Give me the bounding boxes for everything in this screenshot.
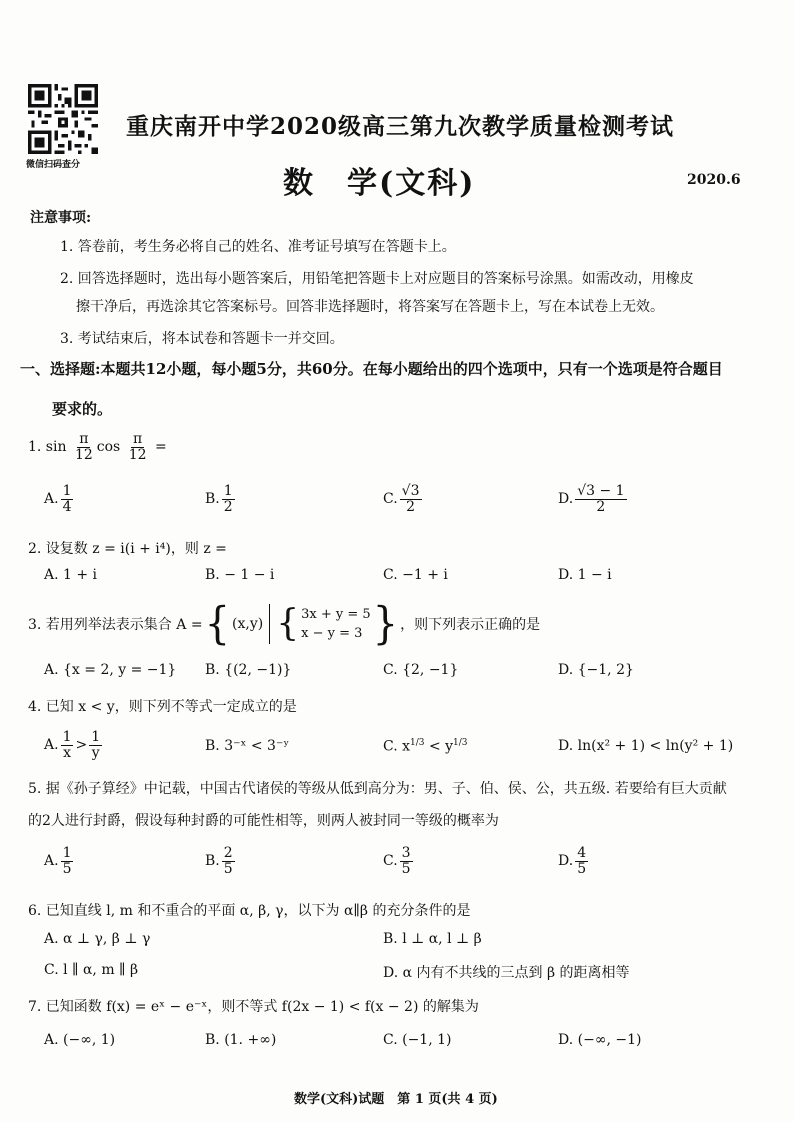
q5-d-num: 4 <box>577 845 587 861</box>
q5-c-num: 3 <box>401 845 411 861</box>
question-6: 6. 已知直线 l, m 和不重合的平面 α, β, γ，以下为 α∥β 的充分条件的是 <box>28 903 471 919</box>
q3-prefix: 3. 若用列举法表示集合 A = <box>28 617 203 633</box>
q1-fraction-1 <box>73 432 95 462</box>
q5-option-d <box>558 846 590 876</box>
q1-a-fraction <box>61 484 74 514</box>
q4-option-d: D. ln(x² + 1) < ln(y² + 1) <box>558 738 734 754</box>
q1-num1: π <box>79 431 89 447</box>
q1-d-den: 2 <box>596 498 606 515</box>
qr-code-image <box>28 84 98 154</box>
q5-b-label: B. <box>205 853 220 870</box>
q5-b-fraction <box>222 846 235 876</box>
school-title: 重庆南开中学2020级高三第九次教学质量检测考试 <box>126 113 675 140</box>
q1-option-b <box>205 484 237 514</box>
q3-suffix: ，则下列表示正确的是 <box>400 617 541 633</box>
q4-a-fraction-1 <box>61 730 74 760</box>
q5-a-num: 1 <box>62 845 72 861</box>
q1-option-c <box>383 484 424 514</box>
q4-option-a <box>44 730 104 760</box>
q4-a-num2: 1 <box>91 729 101 745</box>
question-4: 4. 已知 x < y，则下列不等式一定成立的是 <box>28 699 297 715</box>
q5-d-fraction <box>575 846 588 876</box>
q7-option-a: A. (−∞, 1) <box>44 1032 116 1048</box>
q3-option-a: A. {x = 2, y = −1} <box>44 662 177 678</box>
notice-heading: 注意事项: <box>30 210 92 226</box>
q7-option-b: B. (1. +∞) <box>205 1032 277 1048</box>
q7-option-d: D. (−∞, −1) <box>558 1032 642 1048</box>
question-7: 7. 已知函数 f(x) = eˣ − e⁻ˣ，则不等式 f(2x − 1) < f(x − 2) 的解集为 <box>28 999 479 1015</box>
qr-caption: 微信扫码查分 <box>26 160 81 170</box>
q6-option-b: B. l ⊥ α, l ⊥ β <box>383 931 482 947</box>
q3-option-b: B. {(2, −1)} <box>205 662 292 678</box>
section-heading-cont: 要求的。 <box>52 400 113 418</box>
question-3 <box>28 598 540 650</box>
page-footer: 数学(文科)试题 第 1 页(共 4 页) <box>294 1092 498 1107</box>
q1-mid: cos <box>96 439 121 456</box>
q4-a-den1: x <box>63 744 71 761</box>
q1-den2: 12 <box>128 446 147 463</box>
q4-c-exp1: 1/3 <box>410 738 425 748</box>
q5-a-label: A. <box>44 853 59 870</box>
q4-c-exp2: 1/3 <box>453 738 468 748</box>
q1-a-label: A. <box>44 491 59 508</box>
q1-a-den: 4 <box>62 498 72 515</box>
q6-option-d: D. α 内有不共线的三点到 β 的距离相等 <box>383 965 630 981</box>
q1-b-fraction <box>222 484 235 514</box>
q4-a-num1: 1 <box>62 729 72 745</box>
q1-b-den: 2 <box>223 498 233 515</box>
q3-option-d: D. {−1, 2} <box>558 662 634 678</box>
q4-a-op: > <box>75 737 88 754</box>
q1-c-num: √3 <box>401 483 420 499</box>
q1-prefix: 1. sin <box>28 439 67 456</box>
q4-c-label: C. x <box>383 738 411 755</box>
q5-c-den: 5 <box>401 860 411 877</box>
q1-d-num: √3 − 1 <box>577 483 625 499</box>
q3-set-open-brace: { <box>204 598 231 650</box>
q4-a-den2: y <box>91 744 100 761</box>
q5-c-fraction <box>400 846 413 876</box>
q3-option-c: C. {2, −1} <box>383 662 459 678</box>
q1-num2: π <box>133 431 143 447</box>
q5-c-label: C. <box>383 853 398 870</box>
notice-item-2: 2. 回答选择题时，选出每小题答案后，用铅笔把答题卡上对应题目的答案标号涂黑。如需改动，用橡皮 <box>60 271 694 287</box>
q3-set-var: (x,y) <box>232 616 264 632</box>
notice-item-2-cont: 擦干净后，再选涂其它答案标号。回答非选择题时，将答案写在答题卡上，写在本试卷上无效。 <box>76 299 664 315</box>
q3-set-bar <box>269 604 270 644</box>
question-2: 2. 设复数 z = i(i + i⁴)，则 z = <box>28 541 227 557</box>
question-1 <box>28 432 167 462</box>
q3-system <box>301 605 371 644</box>
notice-item-3: 3. 考试结束后，将本试卷和答题卡一并交回。 <box>60 331 344 347</box>
q3-eq2: x − y = 3 <box>301 626 363 641</box>
q5-d-den: 5 <box>577 860 587 877</box>
q1-den1: 12 <box>74 446 93 463</box>
q1-d-label: D. <box>558 491 574 508</box>
q1-c-den: 2 <box>406 498 416 515</box>
q7-option-c: C. (−1, 1) <box>383 1032 452 1048</box>
q1-d-fraction <box>575 484 626 514</box>
q5-option-c <box>383 846 415 876</box>
subject-title: 数 学(文科) <box>283 166 476 201</box>
q1-option-a <box>44 484 75 514</box>
q2-option-c: C. −1 + i <box>383 567 448 583</box>
q3-set-close-brace: } <box>372 598 399 650</box>
q4-c-mid: < y <box>424 738 454 755</box>
q5-d-label: D. <box>558 853 574 870</box>
q6-option-a: A. α ⊥ γ, β ⊥ γ <box>44 931 151 947</box>
q4-option-c <box>383 738 468 755</box>
section-heading: 一、选择题:本题共12小题，每小题5分，共60分。在每小题给出的四个选项中，只有一个选项是符合题目 <box>20 360 723 378</box>
q3-eq1: 3x + y = 5 <box>301 606 371 622</box>
notice-item-1: 1. 答卷前，考生务必将自己的姓名、准考证号填写在答题卡上。 <box>60 239 456 255</box>
q1-a-num: 1 <box>62 483 72 499</box>
q5-b-den: 5 <box>223 860 233 877</box>
q5-a-den: 5 <box>62 860 72 877</box>
q2-option-b: B. − 1 − i <box>205 567 275 583</box>
q3-system-brace: { <box>276 603 300 644</box>
question-5-cont: 的2人进行封爵，假设每种封爵的可能性相等，则两人被封同一等级的概率为 <box>28 813 499 829</box>
q5-a-fraction <box>61 846 74 876</box>
q5-option-a <box>44 846 75 876</box>
q1-fraction-2 <box>127 432 149 462</box>
q5-option-b <box>205 846 237 876</box>
q5-b-num: 2 <box>223 845 233 861</box>
q1-option-d <box>558 484 629 514</box>
q6-option-c: C. l ∥ α, m ∥ β <box>44 962 139 978</box>
question-5: 5. 据《孙子算经》中记载，中国古代诸侯的等级从低到高分为：男、子、伯、侯、公，共五级. 若要给有巨大贡献 <box>28 781 727 797</box>
q2-option-d: D. 1 − i <box>558 567 612 583</box>
q1-b-num: 1 <box>223 483 233 499</box>
q1-c-label: C. <box>383 491 398 508</box>
q1-b-label: B. <box>205 491 220 508</box>
q2-option-a: A. 1 + i <box>44 567 98 583</box>
q1-c-fraction <box>400 484 422 514</box>
q1-suffix: = <box>154 439 167 456</box>
q4-option-b: B. 3⁻ˣ < 3⁻ʸ <box>205 738 290 754</box>
exam-date: 2020.6 <box>687 172 741 188</box>
q4-a-label: A. <box>44 737 59 754</box>
q4-a-fraction-2 <box>89 730 102 760</box>
